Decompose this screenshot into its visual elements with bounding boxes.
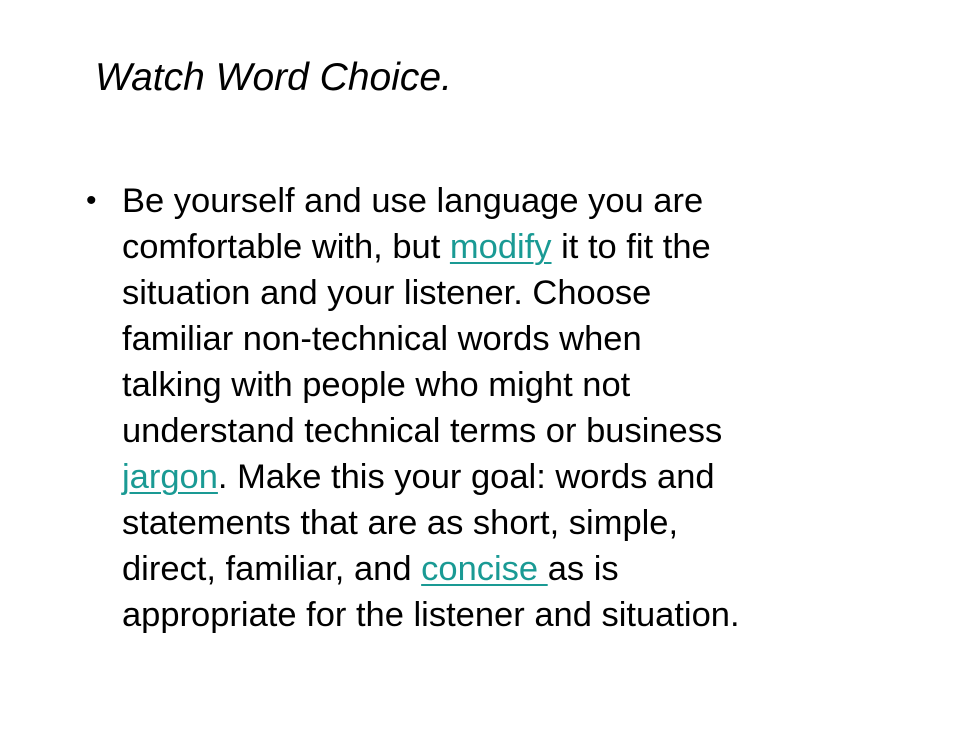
link-concise[interactable]: concise xyxy=(421,550,548,588)
text-line xyxy=(122,500,804,546)
text-segment: . Make this your goal: words and xyxy=(217,458,715,496)
text-line xyxy=(122,454,804,500)
text-line xyxy=(122,546,804,592)
text-segment: it to fit the xyxy=(551,228,711,266)
link-modify[interactable]: modify xyxy=(449,228,552,266)
slide-title: Watch Word Choice. xyxy=(95,56,452,99)
text-segment: direct, familiar, and xyxy=(122,550,422,588)
text-segment: talking with people who might not xyxy=(122,366,631,404)
text-segment: familiar non-technical words when xyxy=(122,320,642,358)
bullet-dot-icon: • xyxy=(86,184,97,217)
text-line xyxy=(122,224,804,270)
text-line xyxy=(122,270,804,316)
text-line xyxy=(122,178,804,224)
text-segment: as is xyxy=(547,550,619,588)
text-segment: situation and your listener. Choose xyxy=(122,274,652,312)
text-segment: comfortable with, but xyxy=(122,228,450,266)
text-line xyxy=(122,408,804,454)
link-jargon[interactable]: jargon xyxy=(122,458,218,496)
text-line xyxy=(122,362,804,408)
slide-body xyxy=(84,178,804,638)
text-line xyxy=(122,316,804,362)
bullet-text xyxy=(122,178,804,638)
text-line xyxy=(122,592,804,638)
bullet-item xyxy=(84,178,804,638)
text-segment: Be yourself and use language you are xyxy=(122,182,704,220)
text-segment: statements that are as short, simple, xyxy=(122,504,679,542)
text-segment: understand technical terms or business xyxy=(122,412,723,450)
text-segment: appropriate for the listener and situation. xyxy=(122,596,740,634)
